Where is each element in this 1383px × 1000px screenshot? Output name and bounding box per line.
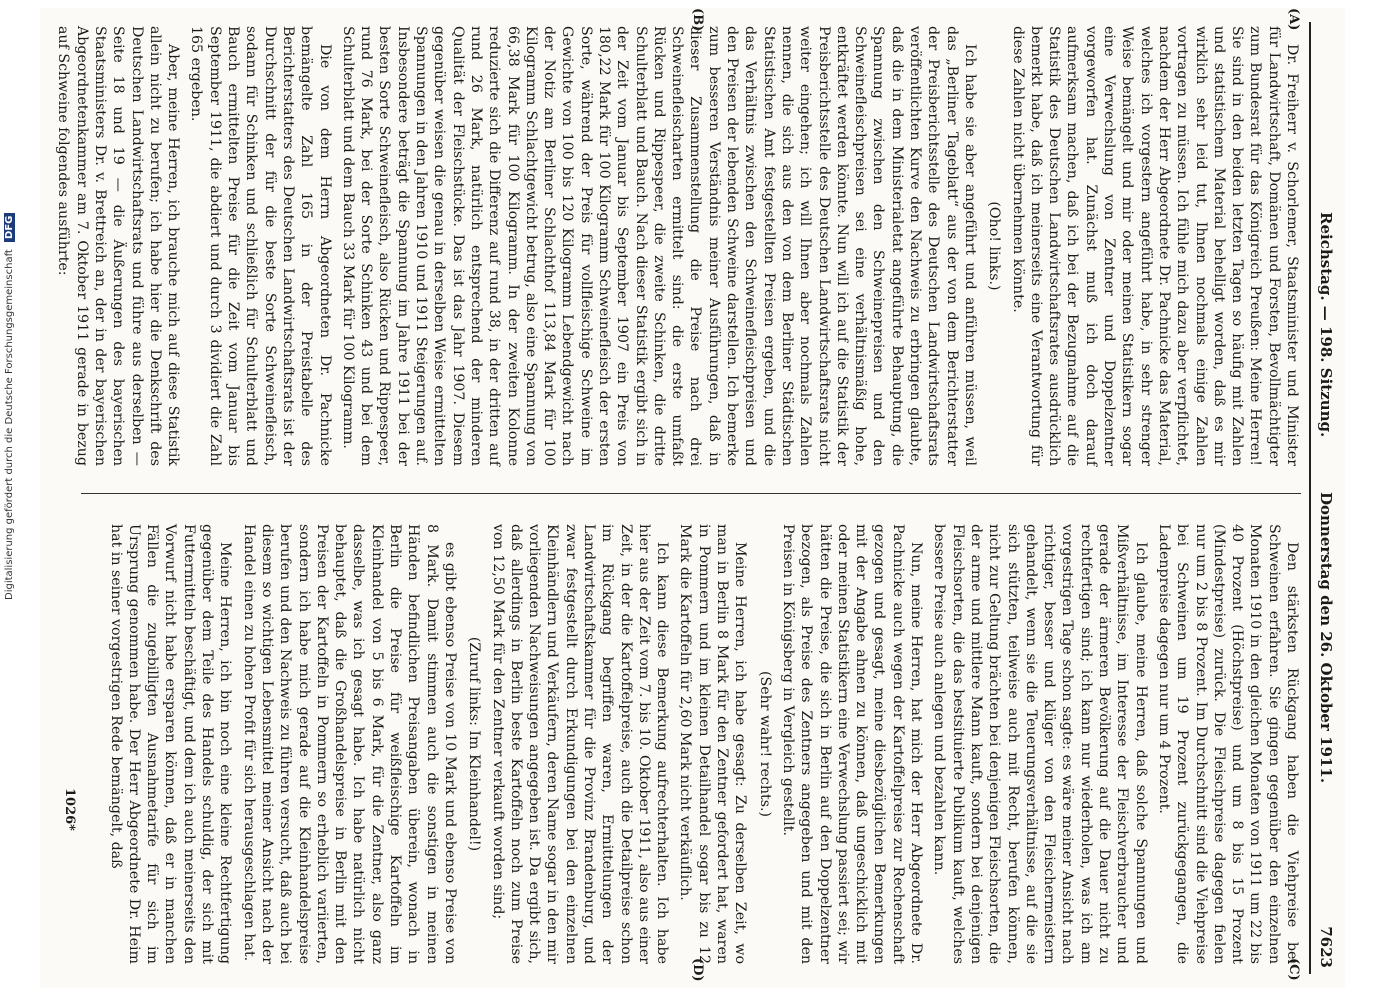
paragraph: Die von dem Herrn Abgeordneten Dr. Pachnicke bemängelte Zahl 165 in der Preistabelle des Berichterstatters des Deutschen Landwirtschaftsrats ist der Durchschnitt der für die beste Sorte Schweinefleisch, sodann für Schinken und schließlich für Schulterblatt und Bauch ermittelten Preise für die Zeit vom Januar bis September 1911, die abdiert und durch 3 dividiert die Zahl 165 ergeben.	[188, 26, 333, 466]
left-text-column	[55, 26, 1301, 466]
paragraph: Meine Herren, ich habe gesagt: Zu derselben Zeit, wo man in Berlin 8 Mark für den Zentner gefordert hat, waren in Pommern und im kleinen Detailhandel sogar bis zu 12 Mark die Kartoffeln für 2,60 Mark nicht verkäuflich.	[677, 524, 749, 964]
column-divider	[81, 493, 1301, 494]
paragraph: Ich kann diese Bemerkung aufrechterhalten. Ich habe hier aus der Zeit vom 7. bis 10. Oktober 1911, also aus einer Zeit, in der die Kartoffelpreise, auch die Detailpreise schon im Rückgang begriffen waren, Ermittelungen der Landwirtschaftskammer für die Provinz Brandenburg, und zwar festgestellt durch Erkundigungen bei den einzelnen Kleinhändlern und Verkäufern, deren Name sogar in den mir vorliegenden Nachweisungen angegeben ist. Da ergibt sich, daß allerdings in Berlin beste Kartoffeln noch zum Preise von 12,50 Mark für den Zentner verkauft worden sind;	[489, 524, 671, 964]
paragraph: Ich habe sie aber angeführt und anführen müssen, weil das „Berliner Tageblatt“ aus der von dem Berichterstatter der Preisberichtsstelle des Deutschen Landwirtschaftsrats veröffentlichten Kurve den Nachweis zu erbringen glaubte, daß die in dem Ministerialetat angeführte Behauptung, die Spannung zwischen den Schweinepreisen und den Schweinefleischpreisen sei eine verhältnismäßig hohe, entkräftet werden könnte. Nun will ich auf die Statistik der Preisberichtsstelle des Deutschen Landwirtschaftsrats nicht weiter eingehen; ich will Ihnen aber nochmals Zahlen nennen, die sich aus den von dem Berliner Städtischen Statistischen Amt festgestellten Preisen ergeben, und die das Verhältnis zwischen den Schweinefleischpreisen und den Preisen der lebenden Schweine darstellen. Ich bemerke zum besseren Verständnis meiner Ausführungen, daß in dieser Zusammenstellung die Preise nach drei Schweinefleischarten ermittelt sind: die erste umfaßt Rücken und Rippespeer, die zweite Schinken, die dritte Schulterblatt und Bauch. Nach dieser Statistik ergibt sich in der Zeit vom Januar bis September 1907 ein Preis von 180,22 Mark für 100 Kilogramm Schweinefleisch der ersten Sorte, während der Preis für vollfleischige Schweine im Gewichte von 100 bis 120 Kilogramm Lebendgewicht nach der Notiz am Berliner Schlachthof 113,84 Mark für 100 Kilogramm Schlachtgewicht betrug, also eine Spannung von 66,38 Mark für 100 Kilogramm. In der zweiten Kolonne reduzierte sich die Differenz auf rund 38, in der dritten auf rund 26 Mark, natürlich entsprechend der minderen Qualität der Fleischstücke. Das ist das Jahr 1907. Diesem gegenüber weisen die genau in derselben Weise ermittelten Spannungen in den Jahren 1910 und 1911 Steigerungen auf. Insbesondere beträgt die Spannung im Jahre 1911 bei der besten Sorte Schweinefleisch, also Rücken und Rippespeer, rund 76 Mark, bei der Sorte Schinken 43 und bei dem Schulterblatt und dem Bauch 33 Mark für 100 Kilogramm.	[339, 26, 978, 466]
interjection: (Oho! links.)	[986, 201, 1003, 291]
paragraph: Nun, meine Herren, hat mich der Herr Abgeordnete Dr. Pachnicke auch wegen der Kartoffelpreise zur Rechenschaft gezogen und gesagt, meine diesbezüglichen Bemerkungen mit der Angabe ahnen zu können, daß ungeschicklich mit oder meinen Statistikern eine Verwechslung passiert sei; wir hätten die Preise, die sich in Berlin auf den Doppelzentner bezogen, als Preise des Zentners angegeben und mit den Preisen in Königsberg in Vergleich gestellt.	[779, 524, 925, 964]
header-date: Donnerstag den 26. Oktober 1911.	[1317, 492, 1335, 784]
interjection: (Sehr wahr! rechts.)	[756, 670, 773, 818]
margin-letter-b: (B)	[690, 8, 705, 32]
paragraph: es gibt ebenso Preise von 10 Mark und ebenso Preise von 8 Mark. Damit stimmen auch die sonstigen in meinen Händen befindlichen Preisangaben überein, wonach in Berlin die Preise für weißfleischige Kartoffeln im Kleinhandel von 5 bis 6 Mark, für die Zentner, also ganz dasselbe, was ich gesagt habe. Ich habe natürlich nicht behauptet, daß die Großhandelspreise in Berlin mit den Preisen der Kartoffeln in Pommern so erheblich variierten, sondern ich habe mich gerade auf die Kleinhandelspreise berufen und den Nachweis zu führen versucht, daß auch bei diesem so wichtigen Lebensmittel meiner Ansicht nach der Handel einen zu hohen Profit für sich herausgeschlagen hat.	[240, 524, 458, 964]
paragraph: Den stärksten Rückgang haben die Viehpreise bei Schweinen erfahren. Sie gingen gegenüber den einzelnen Monaten 1910 in den gleichen Monaten von 1911 um 22 bis 40 Prozent (Höchstpreise) und um 8 bis 15 Prozent (Mindestpreise) zurück. Die Fleischpreise dagegen fielen nur um 2 bis 8 Prozent. Im Durchschnitt sind die Viehpreise bei Schweinen um 19 Prozent zurückgegangen, die Ladenpreise dagegen nur um 4 Prozent.	[1155, 524, 1300, 964]
credit-text: Digitalisierung gefördert durch die Deutsche Forschungsgemeinschaft	[4, 249, 15, 600]
margin-letter-a: (A)	[1286, 8, 1301, 31]
paragraph: Meine Herren, ich bin noch eine kleine Rechtfertigung gegenüber dem Teile des Handels schuldig, der sich mit Futtermitteln beschäftigt, und dem ich auch meinerseits den Vorwurf nicht habe ersparen können, daß er in manchen Fällen die zugebilligten Ausnahmetarife für sich im Ursprung genommen habe. Der Herr Abgeordnete Dr. Heim hat in seiner vorgestrigen Rede bemängelt, daß	[107, 524, 234, 964]
dfg-logo: DFG	[4, 213, 15, 242]
margin-letter-c: (C)	[1286, 958, 1301, 981]
page-header	[1309, 22, 1337, 974]
right-text-column	[61, 524, 1301, 964]
margin-letter-d: (D)	[690, 958, 705, 982]
page-number: 7623	[1317, 926, 1335, 968]
digitization-credit	[4, 200, 15, 600]
paragraph: Aber, meine Herren, ich brauche mich auf diese Statistik allein nicht zu berufen; ich habe hier die Denkschrift des Deutschen Landwirtschaftsrats und führe aus derselben — Seite 18 und 19 — die Äußerungen des bayerischen Staatsministers Dr. v. Brettreich an, der in der bayerischen Abgeordnetenkammer am 7. Oktober 1911 gerade in bezug auf Schweine folgendes ausführte:	[55, 26, 182, 466]
page-signature-mark: 1026*	[62, 788, 77, 831]
document-page	[40, 8, 1345, 988]
interjection: (Zuruf links: Im Kleinhandel!)	[466, 636, 483, 852]
paragraph: Dr. Freiherr v. Schorlemer, Staatsminister und Minister für Landwirtschaft, Domänen und Forsten, Bevollmächtigter zum Bundesrat für das Königreich Preußen: Meine Herren! Sie sind in den beiden letzten Tagen so häufig mit Zahlen und statistischem Material behelligt worden, daß es mir wirklich sehr leid tut, Ihnen nochmals einige Zahlen vortragen zu müssen. Ich fühle mich dazu aber verpflichtet, nachdem der Herr Abgeordnete Dr. Pachnicke das Material, welches ich vorgestern angeführt habe, in sehr strenger Weise bemängelt und mir oder meinen Statistikern sogar eine Verwechslung von Zentner und Doppelzentner vorgeworfen hat. Zunächst muß ich doch darauf aufmerksam machen, daß ich bei der Bezugnahme auf die Statistik des Deutschen Landwirtschaftsrates ausdrücklich bemerkt habe, daß ich meinerseits eine Verantwortung für diese Zahlen nicht übernehmen könnte.	[1009, 26, 1300, 466]
paragraph: Ich glaube, meine Herren, daß solche Spannungen und Mißverhältnisse, im Interesse der Fleischverbraucher und gerade der ärmeren Bevölkerung auf die Dauer nicht zu rechtfertigen sind; ich kann nur wiederholen, was ich am vorgestrigen Tage schon sagte: es wäre meiner Ansicht nach richtiger, besser und klüger von den Fleischermeistern gehandelt, wenn sie die Teuerungsverhältnisse, auf die sie sich stützten, teilweise auch mit Recht, berufen können, nicht zur Geltung brächten bei denjenigen Fleischsorten, die der arme und mittlere Mann kauft, sondern bei denjenigen Fleischsorten, die das bestsituierte Publikum kauft, welches bessere Preise auch anlegen und bezahlen kann.	[931, 524, 1149, 964]
header-session-title: Reichstag. — 198. Sitzung.	[1317, 212, 1335, 438]
